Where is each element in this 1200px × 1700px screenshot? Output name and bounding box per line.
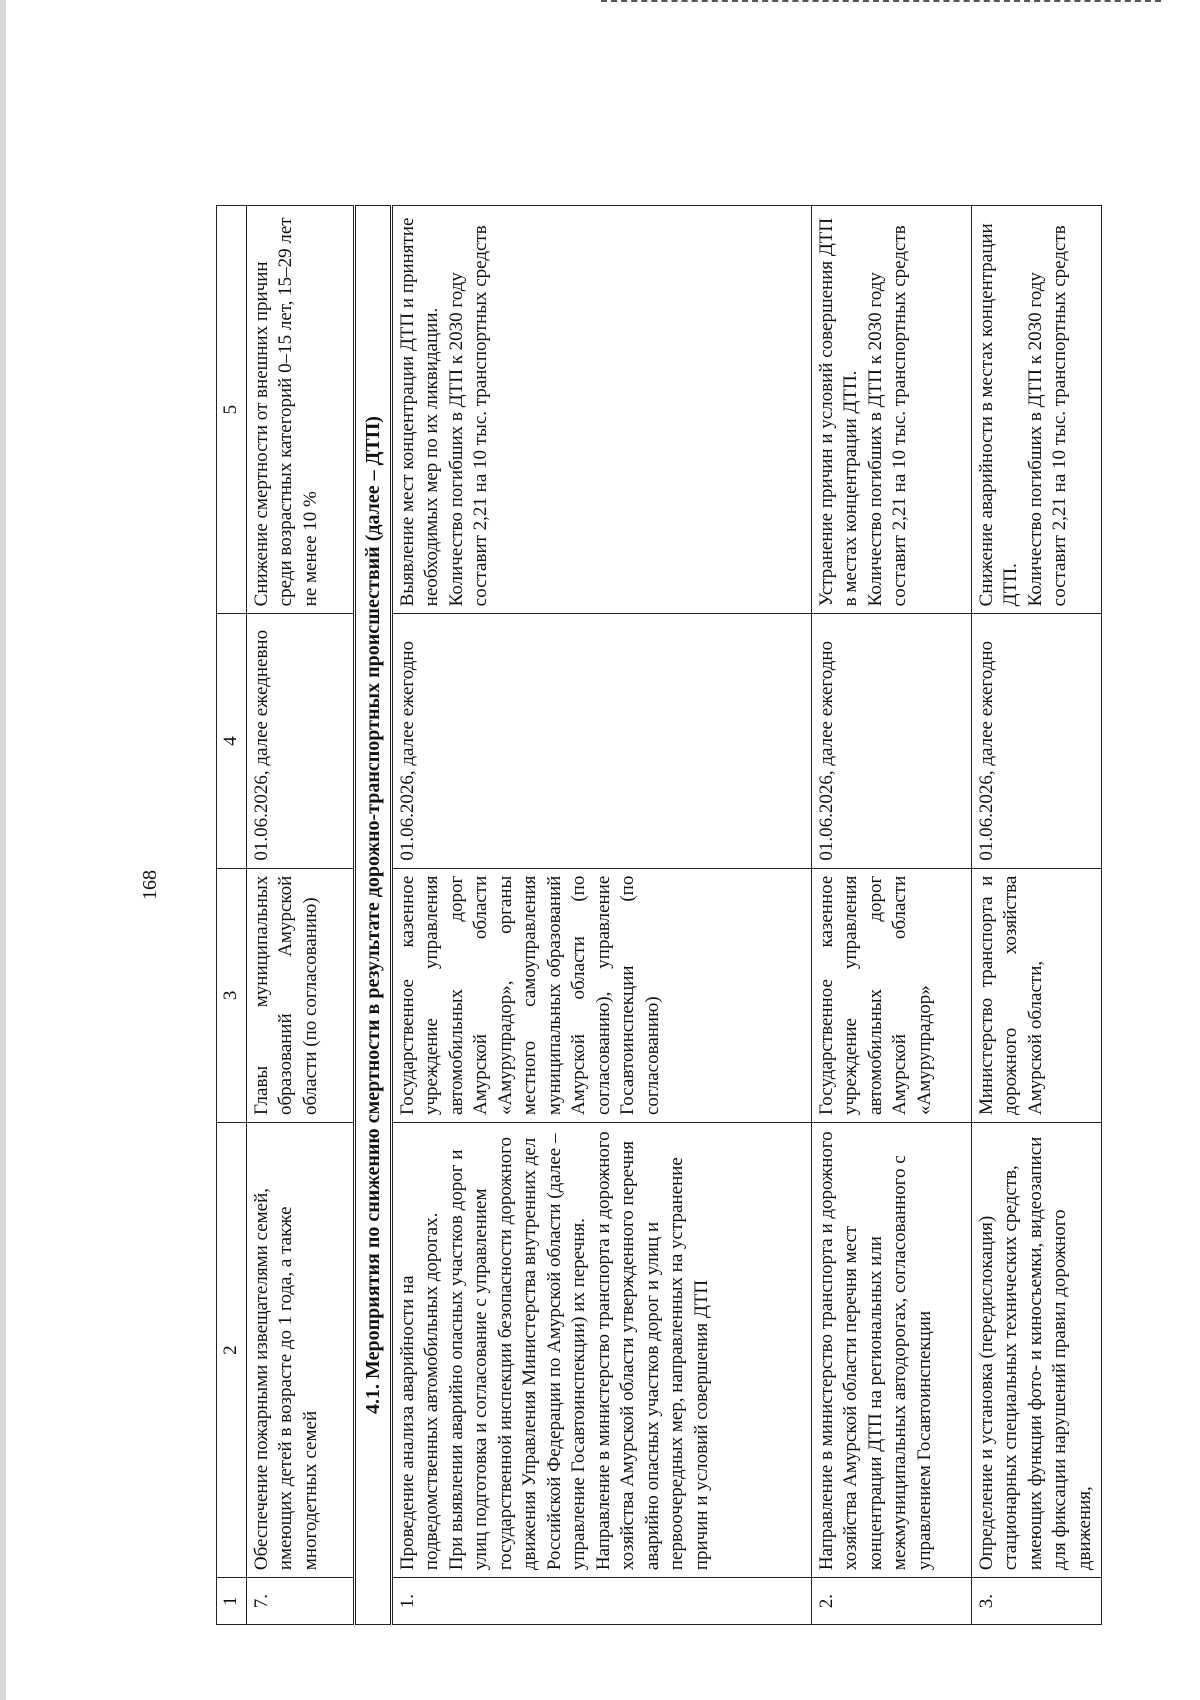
column-number: 1 — [217, 1578, 247, 1625]
result-cell: Снижение смертности от внешних причин среди возрастных категорий 0–15 лет, 15–29 лет не менее 10 % — [246, 206, 354, 614]
responsible-cell: Главы муниципальных образований Амурской области (по согласованию) — [246, 868, 354, 1122]
responsible-cell: Государственное казенное учреждение управления автомобильных дорог Амурской области «Амурупрадор» — [811, 868, 971, 1122]
table-row — [246, 206, 354, 1625]
section-heading-row — [354, 206, 391, 1625]
result-cell: Устранение причин и условий совершения ДТП в местах концентрации ДТП. Количество погибших в ДТП к 2030 году составит 2,21 на 10 тыс. транспортных средств — [811, 206, 971, 614]
column-number-row — [217, 206, 247, 1625]
table-row — [811, 206, 971, 1625]
page-number: 168 — [139, 870, 161, 900]
row-number: 2. — [811, 1578, 971, 1625]
column-number: 5 — [217, 206, 247, 614]
responsible-cell: Министерство транспорта и дорожного хозяйства Амурской области, — [971, 868, 1102, 1122]
rotated-landscape-content — [6, 0, 1200, 1700]
term-cell: 01.06.2026, далее ежегодно — [391, 614, 811, 868]
table-row — [971, 206, 1102, 1625]
column-number: 3 — [217, 868, 247, 1122]
column-number: 4 — [217, 614, 247, 868]
measure-cell: Проведение анализа аварийности на подведомственных автомобильных дорогах. При выявлении аварийно опасных участков дорог и улиц подготовка и согласование с управлением государственной инспекции безопасности дорожного движения Управления Министерства внутренних дел Российской Федерации по Амурской области (далее – управление Госавтоинспекции) их перечня. Направление в министерство транспорта и дорожного хозяйства Амурской области утвержденного перечня аварийно опасных участков дорог и улиц и первоочередных мер, направленных на устранение причин и условий совершения ДТП — [391, 1123, 811, 1578]
document-page — [6, 0, 1200, 1700]
row-number: 1. — [391, 1578, 811, 1625]
row-number: 7. — [246, 1578, 354, 1625]
measure-cell: Направление в министерство транспорта и дорожного хозяйства Амурской области перечня мест концентрации ДТП на региональных или межмуниципальных автодорогах, согласованного с управлением Госавтоинспекции — [811, 1123, 971, 1578]
term-cell: 01.06.2026, далее ежедневно — [246, 614, 354, 868]
column-number: 2 — [217, 1123, 247, 1578]
term-cell: 01.06.2026, далее ежегодно — [811, 614, 971, 868]
responsible-cell: Государственное казенное учреждение управления автомобильных дорог Амурской области «Амурупрадор», органы местного самоуправления муниципальных образований Амурской области (по согласованию), управление Госавтоинспекции (по согласованию) — [391, 868, 811, 1122]
section-title: 4.1. Мероприятия по снижению смертности в результате дорожно-транспортных происшествий (далее – ДТП) — [354, 206, 391, 1625]
measures-table — [216, 205, 1102, 1625]
page-content — [136, 135, 1095, 1635]
result-cell: Выявление мест концентрации ДТП и принятие необходимых мер по их ликвидации. Количество погибших в ДТП к 2030 году составит 2,21 на 10 тыс. транспортных средств — [391, 206, 811, 614]
result-cell: Снижение аварийности в местах концентрации ДТП. Количество погибших в ДТП к 2030 году составит 2,21 на 10 тыс. транспортных средств — [971, 206, 1102, 614]
term-cell: 01.06.2026, далее ежегодно — [971, 614, 1102, 868]
measure-cell: Определение и установка (передислокация) стационарных специальных технических средств, имеющих функции фото- и киносъемки, видеозаписи для фиксации нарушений правил дорожного движения, — [971, 1123, 1102, 1578]
row-number: 3. — [971, 1578, 1102, 1625]
table-row — [391, 206, 811, 1625]
measure-cell: Обеспечение пожарными извещателями семей, имеющих детей в возрасте до 1 года, а также многодетных семей — [246, 1123, 354, 1578]
